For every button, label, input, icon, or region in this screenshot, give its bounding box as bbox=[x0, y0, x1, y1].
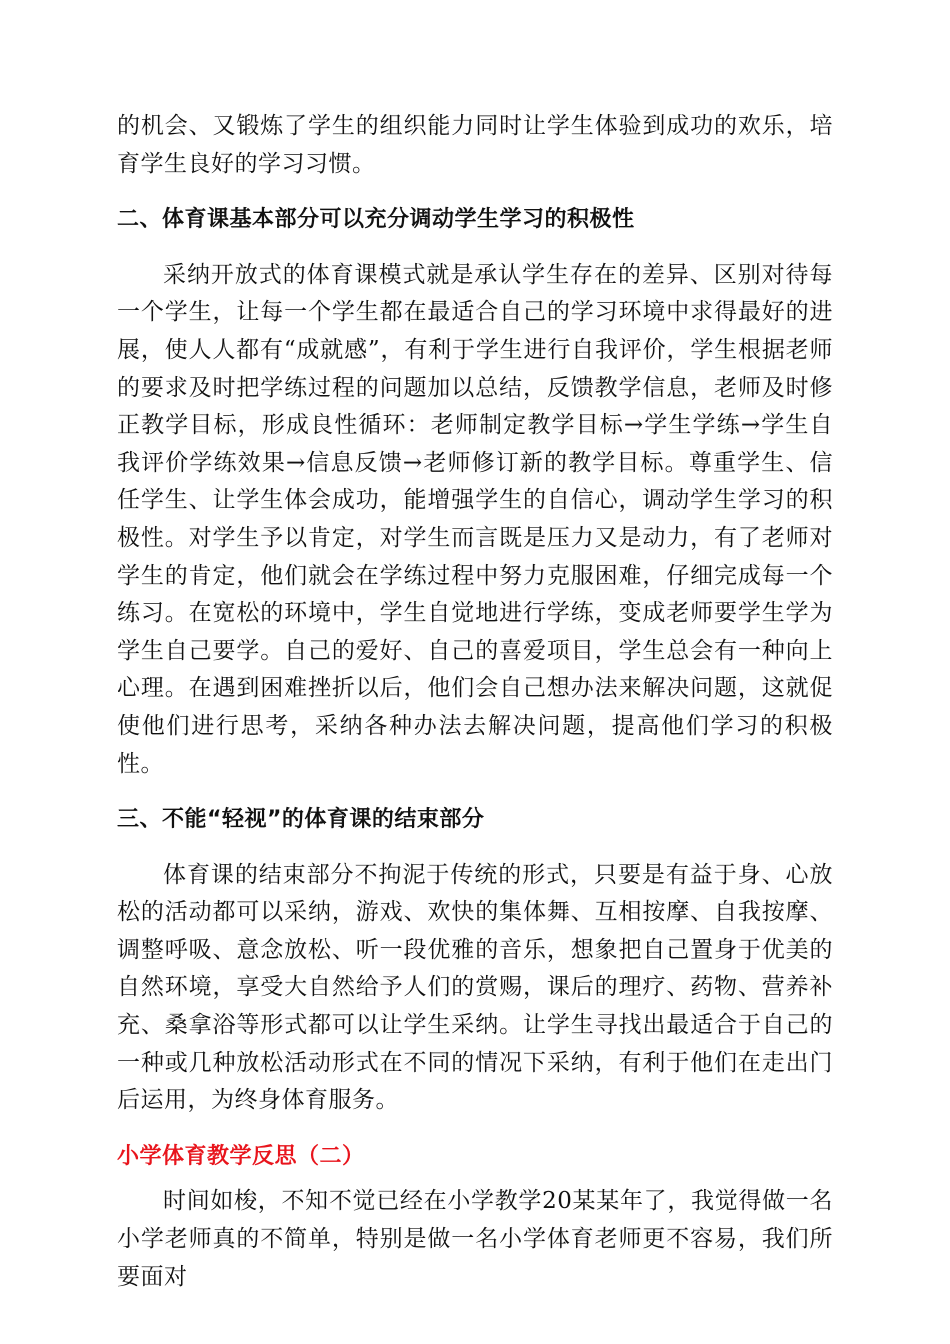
paragraph-section-4: 时间如梭，不知不觉已经在小学教学20某某年了，我觉得做一名小学老师真的不简单，特别是做一名小学体育老师更不容易，我们所要面对 bbox=[117, 1188, 833, 1290]
paragraph-section-2: 采纳开放式的体育课模式就是承认学生存在的差异、区别对待每一个学生，让每一个学生都在最适合自己的学习环境中求得最好的进展，使人人都有“成就感”，有利于学生进行自我评价，学生根据老师的要求及时把学练过程的问题加以总结，反馈教学信息，老师及时修正教学目标，形成良性循环：老师制定教学目标→学生学练→学生自我评价学练效果→信息反馈→老师修订新的教学目标。尊重学生、信任学生、让学生体会成功，能增强学生的自信心，调动学生学习的积极性。对学生予以肯定，对学生而言既是压力又是动力，有了老师对学生的肯定，他们就会在学练过程中努力克服困难，仔细完成每一个练习。在宽松的环境中，学生自觉地进行学练，变成老师要学生学为学生自己要学。自己的爱好、自己的喜爱项目，学生总会有一种向上心理。在遇到困难挫折以后，他们会自己想办法来解决问题，这就促使他们进行思考，采纳各种办法去解决问题，提高他们学习的积极性。 bbox=[117, 261, 833, 777]
heading-section-3: 三、不能“轻视”的体育课的结束部分 bbox=[117, 807, 485, 833]
paragraph-section-3: 体育课的结束部分不拘泥于传统的形式，只要是有益于身、心放松的活动都可以采纳，游戏、欢快的集体舞、互相按摩、自我按摩、调整呼吸、意念放松、听一段优雅的音乐，想象把自己置身于优美的自然环境，享受大自然给予人们的赏赐，课后的理疗、药物、营养补充、桑拿浴等形式都可以让学生采纳。让学生寻找出最适合于自己的一种或几种放松活动形式在不同的情况下采纳，有利于他们在走出门后运用，为终身体育服务。 bbox=[117, 861, 833, 1114]
document-page bbox=[117, 108, 833, 1296]
section-title: 小学体育教学反思（二） bbox=[117, 1143, 365, 1169]
heading-section-2: 二、体育课基本部分可以充分调动学生学习的积极性 bbox=[117, 207, 635, 233]
paragraph-continued: 的机会、又锻炼了学生的组织能力同时让学生体验到成功的欢乐，培育学生良好的学习习惯。 bbox=[117, 113, 833, 177]
